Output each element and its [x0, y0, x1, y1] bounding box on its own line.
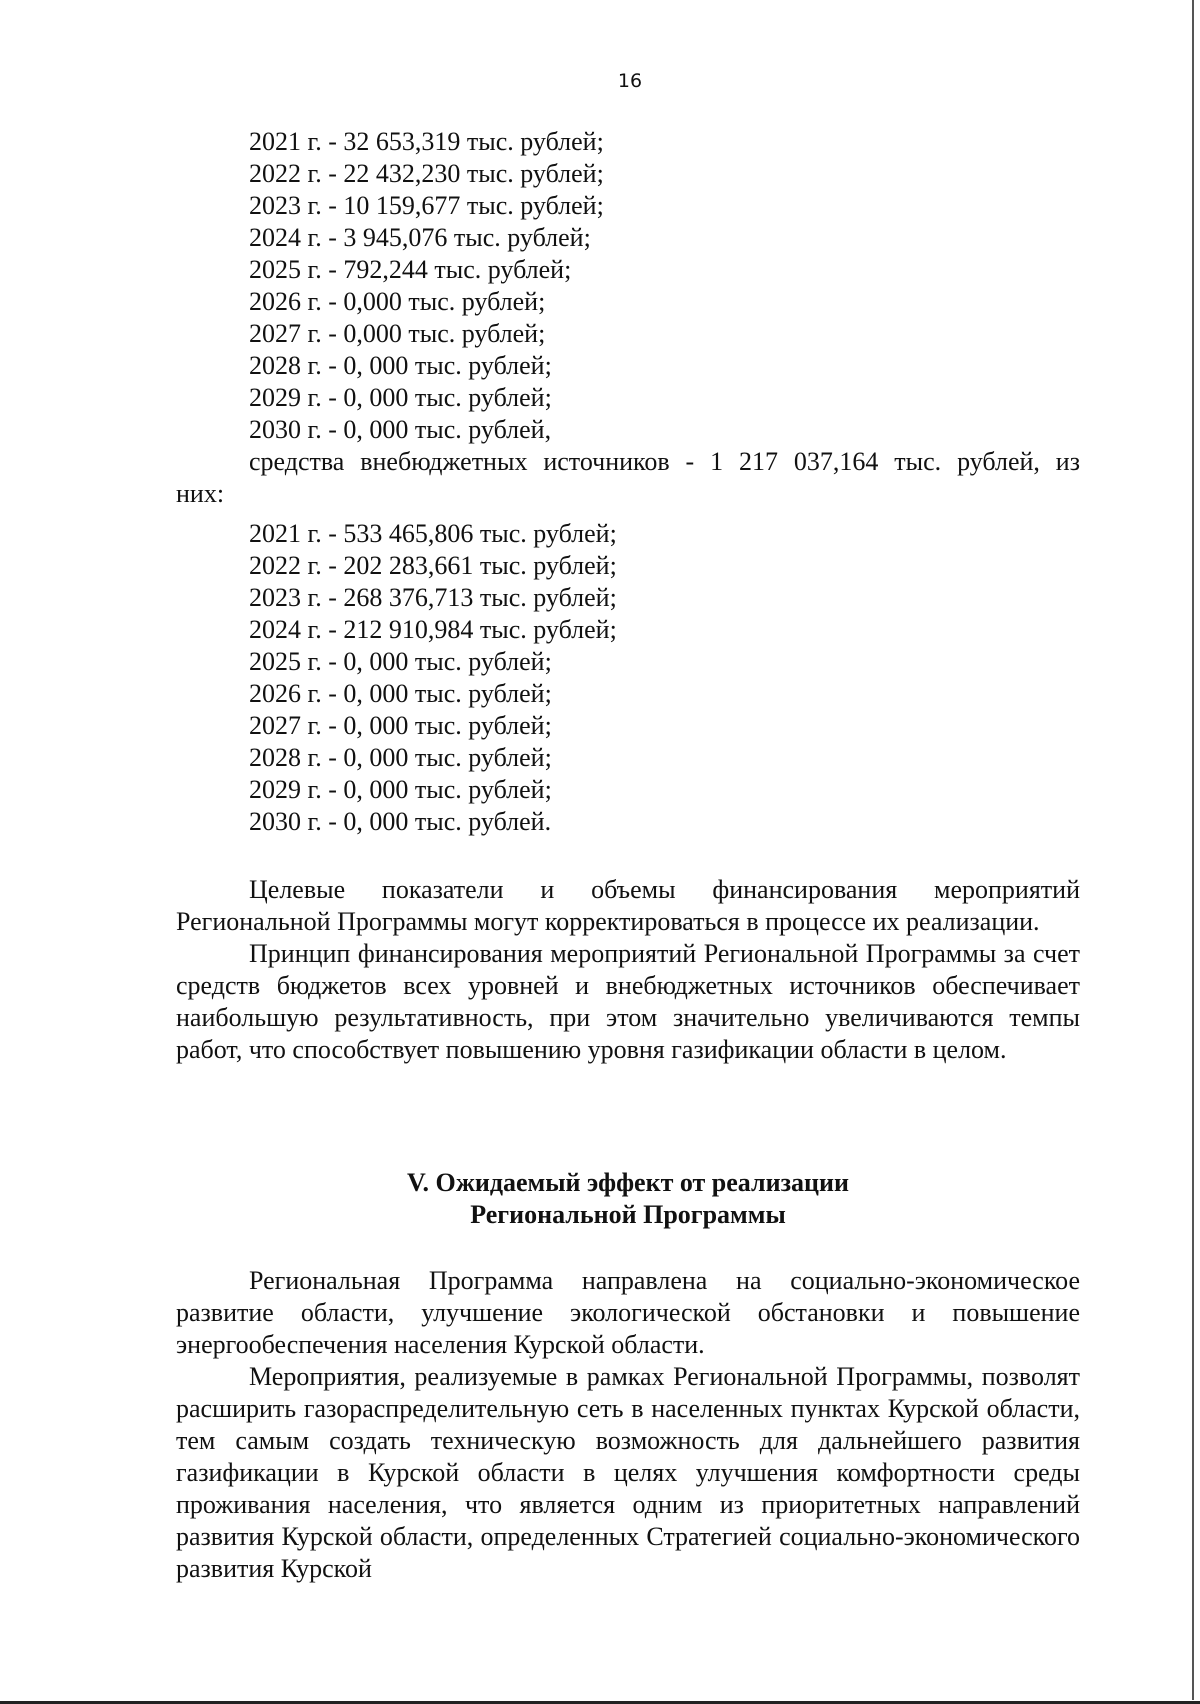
list-item: 2026 г. - 0,000 тыс. рублей; — [249, 287, 546, 316]
extrabudget-intro-continued: них: — [176, 479, 225, 508]
list-item: 2030 г. - 0, 000 тыс. рублей. — [249, 807, 552, 836]
list-item: 2025 г. - 792,244 тыс. рублей; — [249, 255, 572, 284]
list-item: 2029 г. - 0, 000 тыс. рублей; — [249, 775, 552, 804]
list-item: 2025 г. - 0, 000 тыс. рублей; — [249, 647, 552, 676]
list-item: 2027 г. - 0, 000 тыс. рублей; — [249, 711, 552, 740]
paragraph: Целевые показатели и объемы финансирования мероприятий Региональной Программы могут корректироваться в процессе их реализации. — [176, 875, 1080, 936]
section-heading — [176, 1167, 1080, 1231]
section-body — [176, 1265, 1080, 1585]
list-item: 2023 г. - 10 159,677 тыс. рублей; — [249, 191, 604, 220]
section-heading-line: V. Ожидаемый эффект от реализации — [407, 1168, 849, 1197]
list-item: 2023 г. - 268 376,713 тыс. рублей; — [249, 583, 617, 612]
budget-funding-list — [176, 126, 1080, 510]
list-item: 2026 г. - 0, 000 тыс. рублей; — [249, 679, 552, 708]
extrabudget-intro: средства внебюджетных источников - 1 217 037,164 тыс. рублей, из — [249, 447, 1080, 476]
list-item: 2028 г. - 0, 000 тыс. рублей; — [249, 351, 552, 380]
page-number: 16 — [617, 70, 643, 92]
funding-notes — [176, 874, 1080, 1066]
list-item: 2024 г. - 212 910,984 тыс. рублей; — [249, 615, 617, 644]
list-item: 2029 г. - 0, 000 тыс. рублей; — [249, 383, 552, 412]
list-item: 2024 г. - 3 945,076 тыс. рублей; — [249, 223, 591, 252]
list-item: 2022 г. - 202 283,661 тыс. рублей; — [249, 551, 617, 580]
list-item: 2022 г. - 22 432,230 тыс. рублей; — [249, 159, 604, 188]
scan-edge-right — [1192, 0, 1194, 1700]
list-item: 2027 г. - 0,000 тыс. рублей; — [249, 319, 546, 348]
section-heading-line: Региональной Программы — [470, 1200, 786, 1229]
paragraph: Мероприятия, реализуемые в рамках Региональной Программы, позволят расширить газораспределительную сеть в населенных пунктах Курской области, тем самым создать техническую возможность для дальнейшего развития газификации в Курской области в целях улучшения комфортности среды проживания населения, что является одним из приоритетных направлений развития Курской области, определенных Стратегией социально-экономического развития Курской — [176, 1362, 1080, 1583]
list-item: 2021 г. - 533 465,806 тыс. рублей; — [249, 519, 617, 548]
list-item: 2030 г. - 0, 000 тыс. рублей, — [249, 415, 552, 444]
list-item: 2028 г. - 0, 000 тыс. рублей; — [249, 743, 552, 772]
list-item: 2021 г. - 32 653,319 тыс. рублей; — [249, 127, 604, 156]
extrabudget-funding-list — [176, 518, 1080, 838]
paragraph: Принцип финансирования мероприятий Региональной Программы за счет средств бюджетов всех уровней и внебюджетных источников обеспечивает наибольшую результативность, при этом значительно увеличиваются темпы работ, что способствует повышению уровня газификации области в целом. — [176, 939, 1080, 1064]
paragraph: Региональная Программа направлена на социально-экономическое развитие области, улучшение экологической обстановки и повышение энергообеспечения населения Курской области. — [176, 1266, 1080, 1359]
